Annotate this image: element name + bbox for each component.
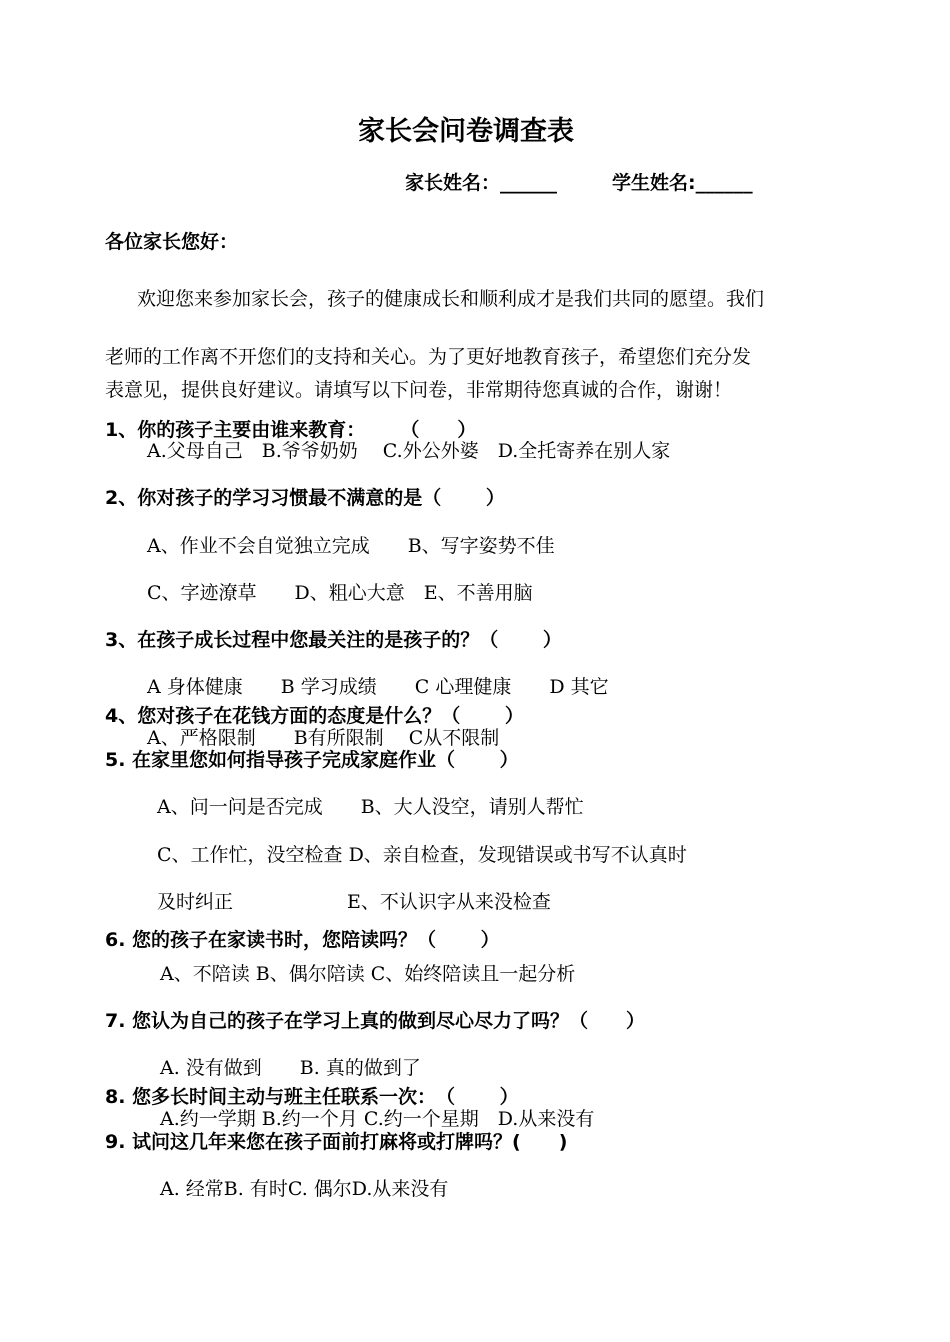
page-title: 家长会问卷调查表 — [358, 116, 574, 147]
question-3: 3、在孩子成长过程中您最关注的是孩子的？（ ） — [105, 629, 562, 651]
intro-line-1: 欢迎您来参加家长会，孩子的健康成长和顺利成才是我们共同的愿望。我们 — [137, 288, 765, 310]
question-1-options: A.父母自己 B.爷爷奶奶 C.外公外婆 D.全托寄养在别人家 — [147, 440, 671, 462]
question-4: 4、您对孩子在花钱方面的态度是什么？（ ） — [105, 705, 524, 727]
intro-line-3: 表意见，提供良好建议。请填写以下问卷，非常期待您真诚的合作，谢谢！ — [105, 379, 733, 401]
question-9-options: A. 经常B. 有时C. 偶尔D.从来没有 — [160, 1178, 449, 1200]
question-5: 5. 在家里您如何指导孩子完成家庭作业（ ） — [105, 749, 519, 771]
question-2-options-2: C、字迹潦草 D、粗心大意 E、不善用脑 — [147, 582, 533, 604]
greeting: 各位家长您好： — [105, 231, 239, 253]
parent-name-field: 家长姓名：______ — [405, 172, 558, 194]
question-2-options-1: A、作业不会自觉独立完成 B、写字姿势不佳 — [147, 535, 555, 557]
intro-line-2: 老师的工作离不开您们的支持和关心。为了更好地教育孩子，希望您们充分发 — [105, 346, 752, 368]
student-name-field: 学生姓名:______ — [612, 172, 753, 194]
question-4-options: A、严格限制 B有所限制 C从不限制 — [147, 727, 500, 749]
question-3-options: A 身体健康 B 学习成绩 C 心理健康 D 其它 — [147, 676, 609, 698]
question-8-options: A.约一学期 B.约一个月 C.约一个星期 D.从来没有 — [160, 1108, 595, 1130]
question-6: 6. 您的孩子在家读书时，您陪读吗？（ ） — [105, 929, 500, 951]
question-9: 9. 试问这几年来您在孩子面前打麻将或打牌吗？( ) — [105, 1131, 568, 1153]
question-2: 2、你对孩子的学习习惯最不满意的是（ ） — [105, 487, 505, 509]
question-8: 8. 您多长时间主动与班主任联系一次： （ ） — [105, 1086, 519, 1108]
question-5-options-3: 及时纠正 E、不认识字从来没检查 — [157, 891, 551, 913]
question-1: 1、你的孩子主要由谁来教育： （ ） — [105, 419, 477, 441]
question-7: 7. 您认为自己的孩子在学习上真的做到尽心尽力了吗？（ ） — [105, 1010, 646, 1032]
question-5-options-1: A、问一问是否完成 B、大人没空，请别人帮忙 — [157, 796, 584, 818]
question-5-options-2: C、工作忙，没空检查 D、亲自检查，发现错误或书写不认真时 — [157, 844, 687, 866]
question-6-options: A、不陪读 B、偶尔陪读 C、始终陪读且一起分析 — [160, 963, 576, 985]
question-7-options: A. 没有做到 B. 真的做到了 — [160, 1057, 421, 1079]
